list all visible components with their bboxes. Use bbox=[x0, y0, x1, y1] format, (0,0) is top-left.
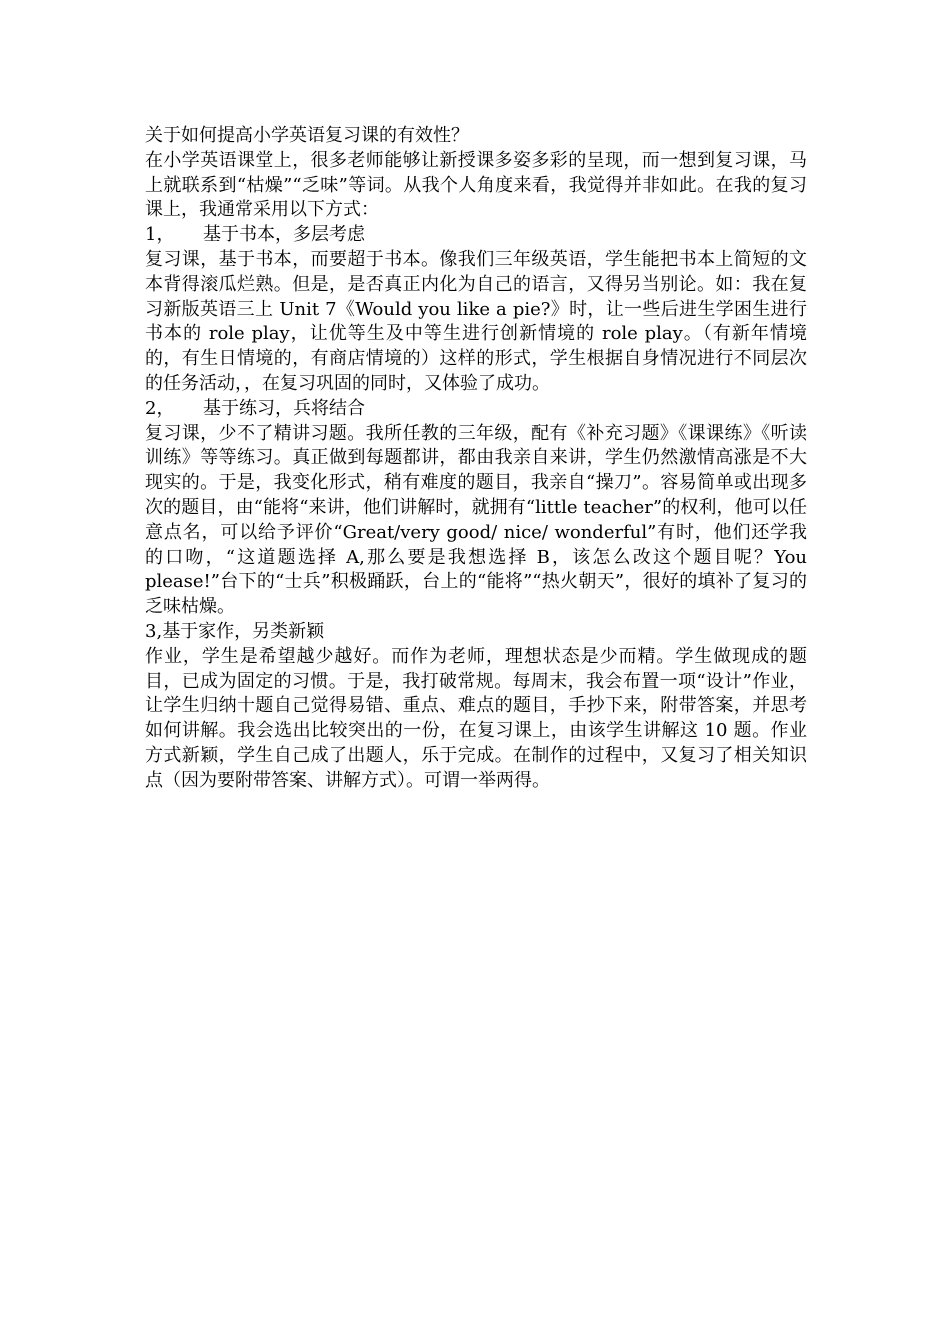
section-number-1: 1， bbox=[145, 224, 175, 246]
section-heading-text-3: 基于家作，另类新颖 bbox=[162, 620, 325, 642]
intro-paragraph: 在小学英语课堂上，很多老师能够让新授课多姿多彩的呈现，而一想到复习课，马上就联系到“枯燥”“乏味”等词。从我个人角度来看，我觉得并非如此。在我的复习课上，我通常采用以下方式： bbox=[145, 149, 807, 221]
document-body bbox=[145, 124, 807, 794]
section-heading-2 bbox=[145, 397, 807, 422]
section-heading-text-2: 基于练习，兵将结合 bbox=[203, 397, 365, 419]
section-number-3: 3, bbox=[145, 620, 163, 642]
section-heading-1 bbox=[145, 223, 807, 248]
section-body-1: 复习课，基于书本，而要超于书本。像我们三年级英语，学生能把书本上简短的文本背得滚瓜烂熟。但是，是否真正内化为自己的语言，又得另当别论。如：我在复习新版英语三上 Unit 7《Would you like a pie?》时，让一些后进生学困生进行书本的 role play，让优等生及中等生进行创新情境的 role play。（有新年情境的，有生日情境的，有商店情境的）这样的形式，学生根据自身情况进行不同层次的任务活动，，在复习巩固的同时，又体验了成功。 bbox=[145, 248, 807, 394]
section-heading-3 bbox=[145, 620, 807, 645]
document-title: 关于如何提高小学英语复习课的有效性？ bbox=[145, 125, 469, 146]
section-heading-text-1: 基于书本，多层考虑 bbox=[203, 224, 365, 246]
section-body-2: 复习课，少不了精讲习题。我所任教的三年级，配有《补充习题》《课课练》《听读训练》等等练习。真正做到每题都讲，都由我亲自来讲，学生仍然激情高涨是不大现实的。于是，我变化形式，稍有难度的题目，我亲自“操刀”。容易简单或出现多次的题目，由“能将“来讲，他们讲解时，就拥有“little teacher”的权利，他可以任意点名，可以给予评价“Great/very good/ nice/ wonderful”有时，他们还学我的口吻，“这道题选择 A,那么要是我想选择 B，该怎么改这个题目呢？You please!”台下的“士兵”积极踊跃，台上的“能将”“热火朝天”，很好的填补了复习的乏味枯燥。 bbox=[145, 422, 807, 618]
section-number-2: 2， bbox=[145, 397, 175, 419]
section-body-3: 作业，学生是希望越少越好。而作为老师，理想状态是少而精。学生做现成的题目，已成为固定的习惯。于是，我打破常规。每周末，我会布置一项“设计”作业，让学生归纳十题自己觉得易错、重点、难点的题目，手抄下来，附带答案，并思考如何讲解。我会选出比较突出的一份，在复习课上，由该学生讲解这 10 题。作业方式新颖，学生自己成了出题人，乐于完成。在制作的过程中，又复习了相关知识点（因为要附带答案、讲解方式）。可谓一举两得。 bbox=[145, 645, 807, 791]
